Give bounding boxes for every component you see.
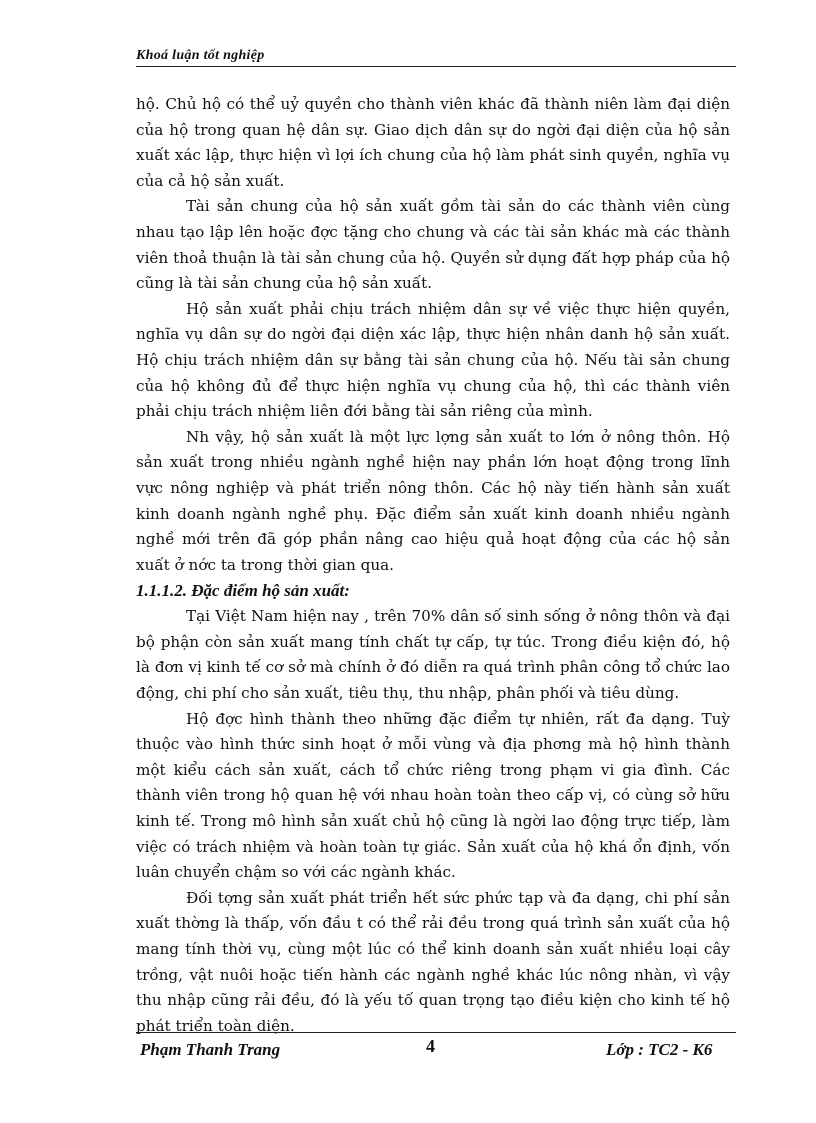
header-title: Khoá luận tốt nghiệp [136,48,265,63]
paragraph-household-formation: Hộ đợc hình thành theo những đặc điểm tự nhiên, rất đa dạng. Tuỳ thuộc vào hình thức sinh hoạt ở mỗi vùng và địa phơng mà hộ hình thành một kiểu cách sản xuất, cách tổ chức riêng trong phạm vi gia đình. Các thành viên trong hộ quan hệ với nhau hoàn toàn theo cấp vị, có cùng sở hữu kinh tế. Trong mô hình sản xuất chủ hộ cũng là ngời lao động trực tiếp, làm việc có trách nhiệm và hoàn toàn tự giác. Sản xuất của hộ khá ổn định, vốn luân chuyển chậm so với các ngành khác. [136,709,730,882]
paragraph-common-assets: Tài sản chung của hộ sản xuất gồm tài sản do các thành viên cùng nhau tạo lập lên hoặc đợc tặng cho chung và các tài sản khác mà các thành viên thoả thuận là tài sản chung của hộ. Quyền sử dụng đất hợp pháp của hộ cũng là tài sản chung của hộ sản xuất. [136,197,730,293]
footer-author: Phạm Thanh Trang [140,1040,281,1059]
paragraph-civil-liability: Hộ sản xuất phải chịu trách nhiệm dân sự về việc thực hiện quyền, nghĩa vụ dân sự do ngời đại diện xác lập, thực hiện nhân danh hộ sản xuất. Hộ chịu trách nhiệm dân sự bằng tài sản chung của hộ. Nếu tài sản chung của hộ không đủ để thực hiện nghĩa vụ chung của hộ, thì các thành viên phải chịu trách nhiệm liên đới bằng tài sản riêng của mình. [136,299,730,421]
paragraph-vietnam-rural: Tại Việt Nam hiện nay , trên 70% dân số sinh sống ở nông thôn và đại bộ phận còn sản xuất mang tính chất tự cấp, tự túc. Trong điều kiện đó, hộ là đơn vị kinh tế cơ sở mà chính ở đó diễn ra quá trình phân công tổ chức lao động, chi phí cho sản xuất, tiêu thụ, thu nhập, phân phối và tiêu dùng. [136,607,730,703]
paragraph-production-force: Nh vậy, hộ sản xuất là một lực lợng sản xuất to lớn ở nông thôn. Hộ sản xuất trong nhiều ngành nghề hiện nay phần lớn hoạt động trong lĩnh vực nông nghiệp và phát triển nông thôn. Các hộ này tiến hành sản xuất kinh doanh ngành nghề phụ. Đặc điểm sản xuất kinh doanh nhiều ngành nghề mới trên đã góp phần nâng cao hiệu quả hoạt động của các hộ sản xuất ở nớc ta trong thời gian qua. [136,427,730,574]
document-body [136,92,730,1039]
paragraph-continuation: hộ. Chủ hộ có thể uỷ quyền cho thành viên khác đã thành niên làm đại diện của hộ trong quan hệ dân sự. Giao dịch dân sự do ngời đại diện của hộ sản xuất xác lập, thực hiện vì lợi ích chung của hộ làm phát sinh quyền, nghĩa vụ của cả hộ sản xuất. [136,95,730,190]
page-number: 4 [426,1036,435,1056]
paragraph-production-objects: Đối tợng sản xuất phát triển hết sức phức tạp và đa dạng, chi phí sản xuất thờng là thấp, vốn đầu t có thể rải đều trong quá trình sản xuất của hộ mang tính thời vụ, cùng một lúc có thể kinh doanh sản xuất nhiều loại cây trồng, vật nuôi hoặc tiến hành các ngành nghề khác lúc nông nhàn, vì vậy thu nhập cũng rải đều, đó là yếu tố quan trọng tạo điều kiện cho kinh tế hộ phát triển toàn diện. [136,888,730,1035]
footer-divider [136,1032,736,1033]
footer-class-label: Lớp : TC2 - K6 [606,1040,713,1059]
header-divider [136,66,736,67]
section-heading: 1.1.1.2. Đặc điểm hộ sản xuất: [136,581,350,601]
page-header [136,48,736,68]
